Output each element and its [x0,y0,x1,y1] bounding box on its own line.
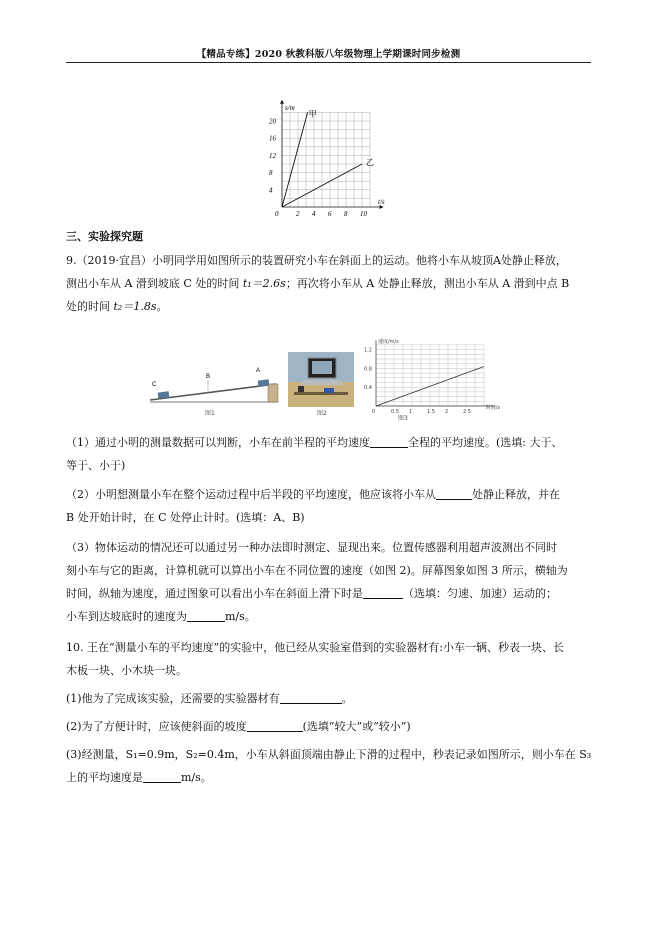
label-c: C [152,382,157,388]
incline-surface [150,384,276,400]
q10-sub3-line2: 上的平均速度是 m/s。 [66,767,594,789]
y-tick-label: 12 [269,151,276,160]
q9-sub3-line4: 小车到达坡底时的速度为 m/s。 [66,606,594,628]
figure-2-photo [288,352,354,407]
st-chart [262,100,392,218]
q9-line1: 9.（2019·宜昌）小明同学用如图所示的装置研究小车在斜面上的运动。他将小车从坡顶A处静止释放， [66,254,567,267]
series-line-jia [282,112,308,207]
q9-sub3-line2: 刻小车与它的距离，计算机就可以算出小车在不同位置的速度（如图 2)。屏幕图象如图 3 所示，横轴为 [66,564,568,577]
series-label: 甲 [308,109,317,119]
cart [324,388,334,393]
series-label: 乙 [366,158,374,167]
y-tick-label: 0.8 [364,366,372,373]
answer-blank[interactable] [363,584,403,599]
x-tick-label: 4 [312,210,316,218]
q9-sub3-line3: 时间，纵轴为速度，通过图象可以看出小车在斜面上滑下时是 （选填：匀速、加速）运动的； [66,583,594,605]
q9-sub3-line1: （3）物体运动的情况还可以通过另一种办法即时测定、显现出来。位置传感器利用超声波测出不同时 [66,541,557,554]
q9-line2: 测出小车从 A 滑到坡底 C 处的时间 t₁＝2.6s；再次将小车从 A 处静止释放，测出小车从 A 滑到中点 B [66,277,570,290]
label-a: A [256,368,261,374]
x-tick-label: 1 [409,409,413,415]
x-tick-label: 1.5 [427,409,435,415]
answer-blank[interactable] [247,717,303,732]
figure-1-incline [148,358,283,422]
section-title: 三、实验探究题 [66,230,143,243]
figure-3-caption: 图3 [398,415,408,422]
y-tick-label: 0.4 [364,385,372,392]
answer-blank[interactable] [370,433,408,448]
x-axis-label: t/s [378,198,385,206]
page-header: 【精品专练】2020 秋教科版八年级物理上学期课时同步检测 [196,49,461,60]
x-tick-label: 6 [328,210,332,218]
x-tick-label: 2 [296,210,300,218]
x-tick-label: 2 [445,409,449,415]
y-arrow [280,100,284,104]
x-tick-label: 10 [360,210,367,218]
q10-sub3: (3)经测量，S₁=0.9m，S₂=0.4m，小车从斜面顶端由静止下滑的过程中，秒表记录如图所示，则小车在 S₃ [66,748,592,761]
q9-line3: 处的时间 t₂＝1.8s。 [66,300,168,313]
y-tick-label: 1.2 [364,347,372,354]
figure-1-caption: 图1 [205,410,215,417]
q9-sub1: （1）通过小明的测量数据可以判断，小车在前半程的平均速度 全程的平均速度。(选填: 大于、 [66,432,594,454]
y-tick-label: 8 [269,169,273,178]
q10-sub2: (2)为了方便计时，应该使斜面的坡度 (选填“较大”或“较小”) [66,716,594,738]
answer-blank[interactable] [143,768,181,783]
figure-2-caption: 图2 [317,410,327,417]
x-tick-label: 0 [372,409,376,415]
figure-3-vt-chart [362,336,512,422]
x-tick-label: 8 [344,210,348,218]
q10-line1: 10. 王在“测量小车的平均速度”的实验中，他已经从实验室借到的实验器材有:小车一辆、秒表一块、长 [66,641,564,654]
x-tick-label: 0 [275,210,279,218]
q9-sub2-line2: B 处开始计时，在 C 处停止计时。(选填：A、B) [66,511,305,524]
laptop-base [300,380,344,385]
x-tick-label: 2.5 [463,409,471,415]
x-axis-label: 时间/s [485,405,501,411]
y-tick-label: 16 [269,134,276,143]
support-block [268,384,278,402]
y-axis-label: 速度/m/s [378,339,399,346]
q10-line2: 木板一块、小木块一块。 [66,664,187,677]
sensor [298,386,304,392]
answer-blank[interactable] [280,689,342,704]
x-tick-label: 0.5 [391,409,399,415]
y-tick-label: 4 [269,186,273,195]
q9-sub1-line2: 等于、小于) [66,459,126,472]
answer-blank[interactable] [436,485,472,500]
header-rule [66,62,591,63]
q9-sub2: （2）小明想测量小车在整个运动过程中后半段的平均速度，他应该将小车从 处静止释放，并在 [66,484,594,506]
q10-sub1: (1)他为了完成该实验，还需要的实验器材有 。 [66,688,594,710]
answer-blank[interactable] [187,607,225,622]
y-axis-label: s/m [285,104,295,113]
y-tick-label: 20 [269,117,276,126]
label-b: B [206,374,211,380]
